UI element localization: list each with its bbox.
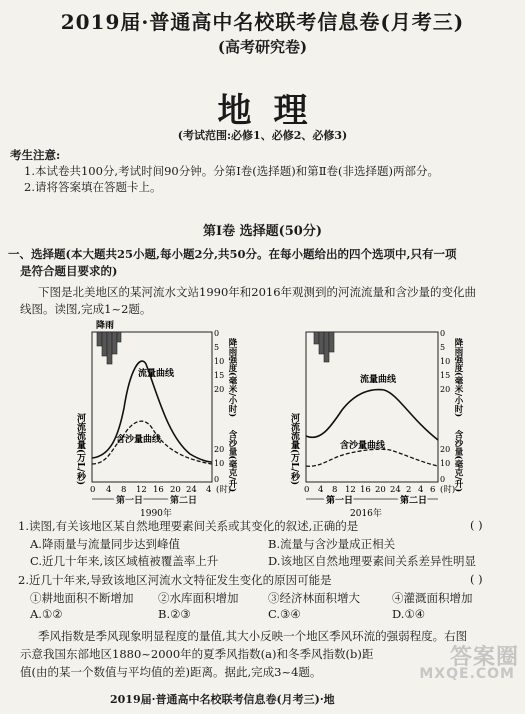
left-y-label: 河流流量(万L/秒) xyxy=(75,413,85,486)
svg-text:0: 0 xyxy=(90,485,96,495)
svg-text:20: 20 xyxy=(214,445,225,454)
svg-text:6: 6 xyxy=(430,485,436,495)
svg-text:10: 10 xyxy=(214,459,225,468)
left-day2: 第二日 xyxy=(170,496,198,506)
svg-text:20: 20 xyxy=(375,485,386,495)
right-year: 2016年 xyxy=(350,509,382,518)
intro-line-2: 线图。读图,完成1~2题。 xyxy=(20,302,152,316)
svg-text:24: 24 xyxy=(186,485,197,495)
right-rain-axis-label: 降雨强度(毫米/小时) xyxy=(453,338,463,418)
section-instruction-1: 一、选择题(本大题共25小题,每小题2分,共50分。在每小题给出的四个选项中,只有一项 xyxy=(8,247,457,261)
q2-statement-2: ②水库面积增加 xyxy=(158,591,239,605)
svg-text:20: 20 xyxy=(170,485,181,495)
svg-text:0: 0 xyxy=(440,329,446,338)
svg-text:10: 10 xyxy=(214,357,225,366)
left-day1: 第一日 xyxy=(116,496,144,506)
right-sand-axis-label: 含沙量(毫克/升) xyxy=(453,430,463,493)
page-footer: 2019届·普通高中名校联考信息卷(月考三)·地 xyxy=(110,693,335,706)
monsoon-line-2: 示意我国东部地区1880~2000年的夏季风指数(a)和冬季风指数(b)距 xyxy=(20,647,374,661)
left-year: 1990年 xyxy=(140,509,172,518)
watermark-logo-text: 答案圈 xyxy=(449,645,519,670)
right-chart xyxy=(289,329,464,518)
q2-option-c[interactable]: C.③④ xyxy=(268,607,301,621)
svg-text:0: 0 xyxy=(214,475,220,484)
right-right-ticks xyxy=(440,329,450,484)
svg-text:10: 10 xyxy=(440,357,451,366)
q1-answer-paren[interactable]: ( ) xyxy=(470,518,483,532)
right-day2: 第二日 xyxy=(400,496,428,506)
intro-line-1: 下图是北美地区的某河流水文站1990年和2016年观测到的河流流量和含沙量的变化曲 xyxy=(38,285,477,299)
svg-text:5: 5 xyxy=(214,343,220,352)
left-rain-label: 降雨 xyxy=(96,321,115,331)
q1-option-b[interactable]: B.流量与含沙量成正相关 xyxy=(268,537,396,551)
svg-text:20: 20 xyxy=(214,385,225,394)
svg-text:4: 4 xyxy=(318,485,324,495)
notice-heading: 考生注意: xyxy=(10,148,61,162)
right-y-label: 河流流量(万L/秒) xyxy=(289,413,299,486)
exam-scope: (考试范围:必修1、必修2、必修3) xyxy=(177,129,348,142)
svg-text:2: 2 xyxy=(406,485,412,495)
hydrograph-figure xyxy=(0,318,525,518)
svg-text:4: 4 xyxy=(418,485,424,495)
q1-option-c[interactable]: C.近几十年来,该区域植被覆盖率上升 xyxy=(30,554,219,568)
svg-text:20: 20 xyxy=(440,445,451,454)
q2-option-b[interactable]: B.②③ xyxy=(158,607,191,621)
svg-text:0: 0 xyxy=(440,475,446,484)
svg-text:16: 16 xyxy=(360,485,371,495)
left-sand-label: 含沙量曲线 xyxy=(116,435,162,445)
svg-text:24: 24 xyxy=(390,485,401,495)
right-sand-curve xyxy=(306,449,438,466)
svg-text:12: 12 xyxy=(345,485,356,495)
monsoon-line-1: 季风指数是季风现象明显程度的量值,其大小反映一个地区季风环流的强弱程度。右图 xyxy=(38,629,468,643)
svg-text:8: 8 xyxy=(332,485,338,495)
q2-option-a[interactable]: A.①② xyxy=(30,607,63,621)
left-chart xyxy=(75,319,238,518)
q1-option-d[interactable]: D.该地区自然地理要素间关系差异性明显 xyxy=(268,554,476,568)
watermark-url: MXQE.COM xyxy=(419,666,515,682)
svg-text:10: 10 xyxy=(440,459,451,468)
right-flow-curve xyxy=(306,390,438,440)
notice-line-2: 2.请将答案填在答题卡上。 xyxy=(24,180,162,194)
svg-text:4: 4 xyxy=(206,485,212,495)
svg-text:15: 15 xyxy=(440,371,451,380)
svg-text:12: 12 xyxy=(136,485,147,495)
left-x-ticks xyxy=(90,485,211,495)
svg-text:15: 15 xyxy=(214,371,225,380)
right-x-unit: (时) xyxy=(440,485,456,495)
left-flow-label: 流量曲线 xyxy=(138,369,175,379)
q2-statement-1: ①耕地面积不断增加 xyxy=(30,591,134,605)
exam-title: 2019届·普通高中名校联考信息卷(月考三) xyxy=(60,10,465,34)
q1-stem: 1.读图,有关该地区某自然地理要素间关系或其变化的叙述,正确的是 xyxy=(18,519,359,533)
q1-option-a[interactable]: A.降雨量与流量同步达到峰值 xyxy=(30,537,180,551)
q2-answer-paren[interactable]: ( ) xyxy=(470,572,483,586)
svg-text:5: 5 xyxy=(440,343,446,352)
monsoon-line-3: 值(由的某一个数值与平均值的差)距离。据此,完成3~4题。 xyxy=(20,665,322,679)
svg-text:8: 8 xyxy=(121,485,127,495)
right-flow-label: 流量曲线 xyxy=(360,375,397,385)
left-rain-bars xyxy=(97,332,121,364)
right-day1: 第一日 xyxy=(326,496,354,506)
svg-text:0: 0 xyxy=(304,485,310,495)
section-instruction-2: 是符合题目要求的) xyxy=(20,264,118,278)
left-right-ticks xyxy=(214,329,224,484)
left-x-unit: (时) xyxy=(216,485,232,495)
svg-text:20: 20 xyxy=(440,385,451,394)
exam-subtitle: (高考研究卷) xyxy=(217,38,308,56)
left-sand-axis-label: 含沙量(毫克/升) xyxy=(227,430,237,493)
q2-stem: 2.近几十年来,导致该地区河流水文特征发生变化的原因可能是 xyxy=(18,573,332,587)
svg-text:4: 4 xyxy=(106,485,112,495)
right-sand-label: 含沙量曲线 xyxy=(340,441,386,451)
svg-text:16: 16 xyxy=(153,485,164,495)
left-rain-axis-label: 降雨强度(毫米/小时) xyxy=(227,338,237,418)
right-x-ticks xyxy=(304,485,435,495)
right-rain-bars xyxy=(314,332,334,362)
notice-line-1: 1.本试卷共100分,考试时间90分钟。分第Ⅰ卷(选择题)和第Ⅱ卷(非选择题)两部分。 xyxy=(24,164,440,178)
svg-text:0: 0 xyxy=(214,329,220,338)
section-title: 第Ⅰ卷 选择题(50分) xyxy=(203,224,322,239)
q2-statement-3: ③经济林面积增大 xyxy=(268,591,360,605)
q2-statement-4: ④灌溉面积增加 xyxy=(392,591,473,605)
subject-title: 地理 xyxy=(217,91,330,131)
q2-option-d[interactable]: D.①④ xyxy=(392,607,426,621)
